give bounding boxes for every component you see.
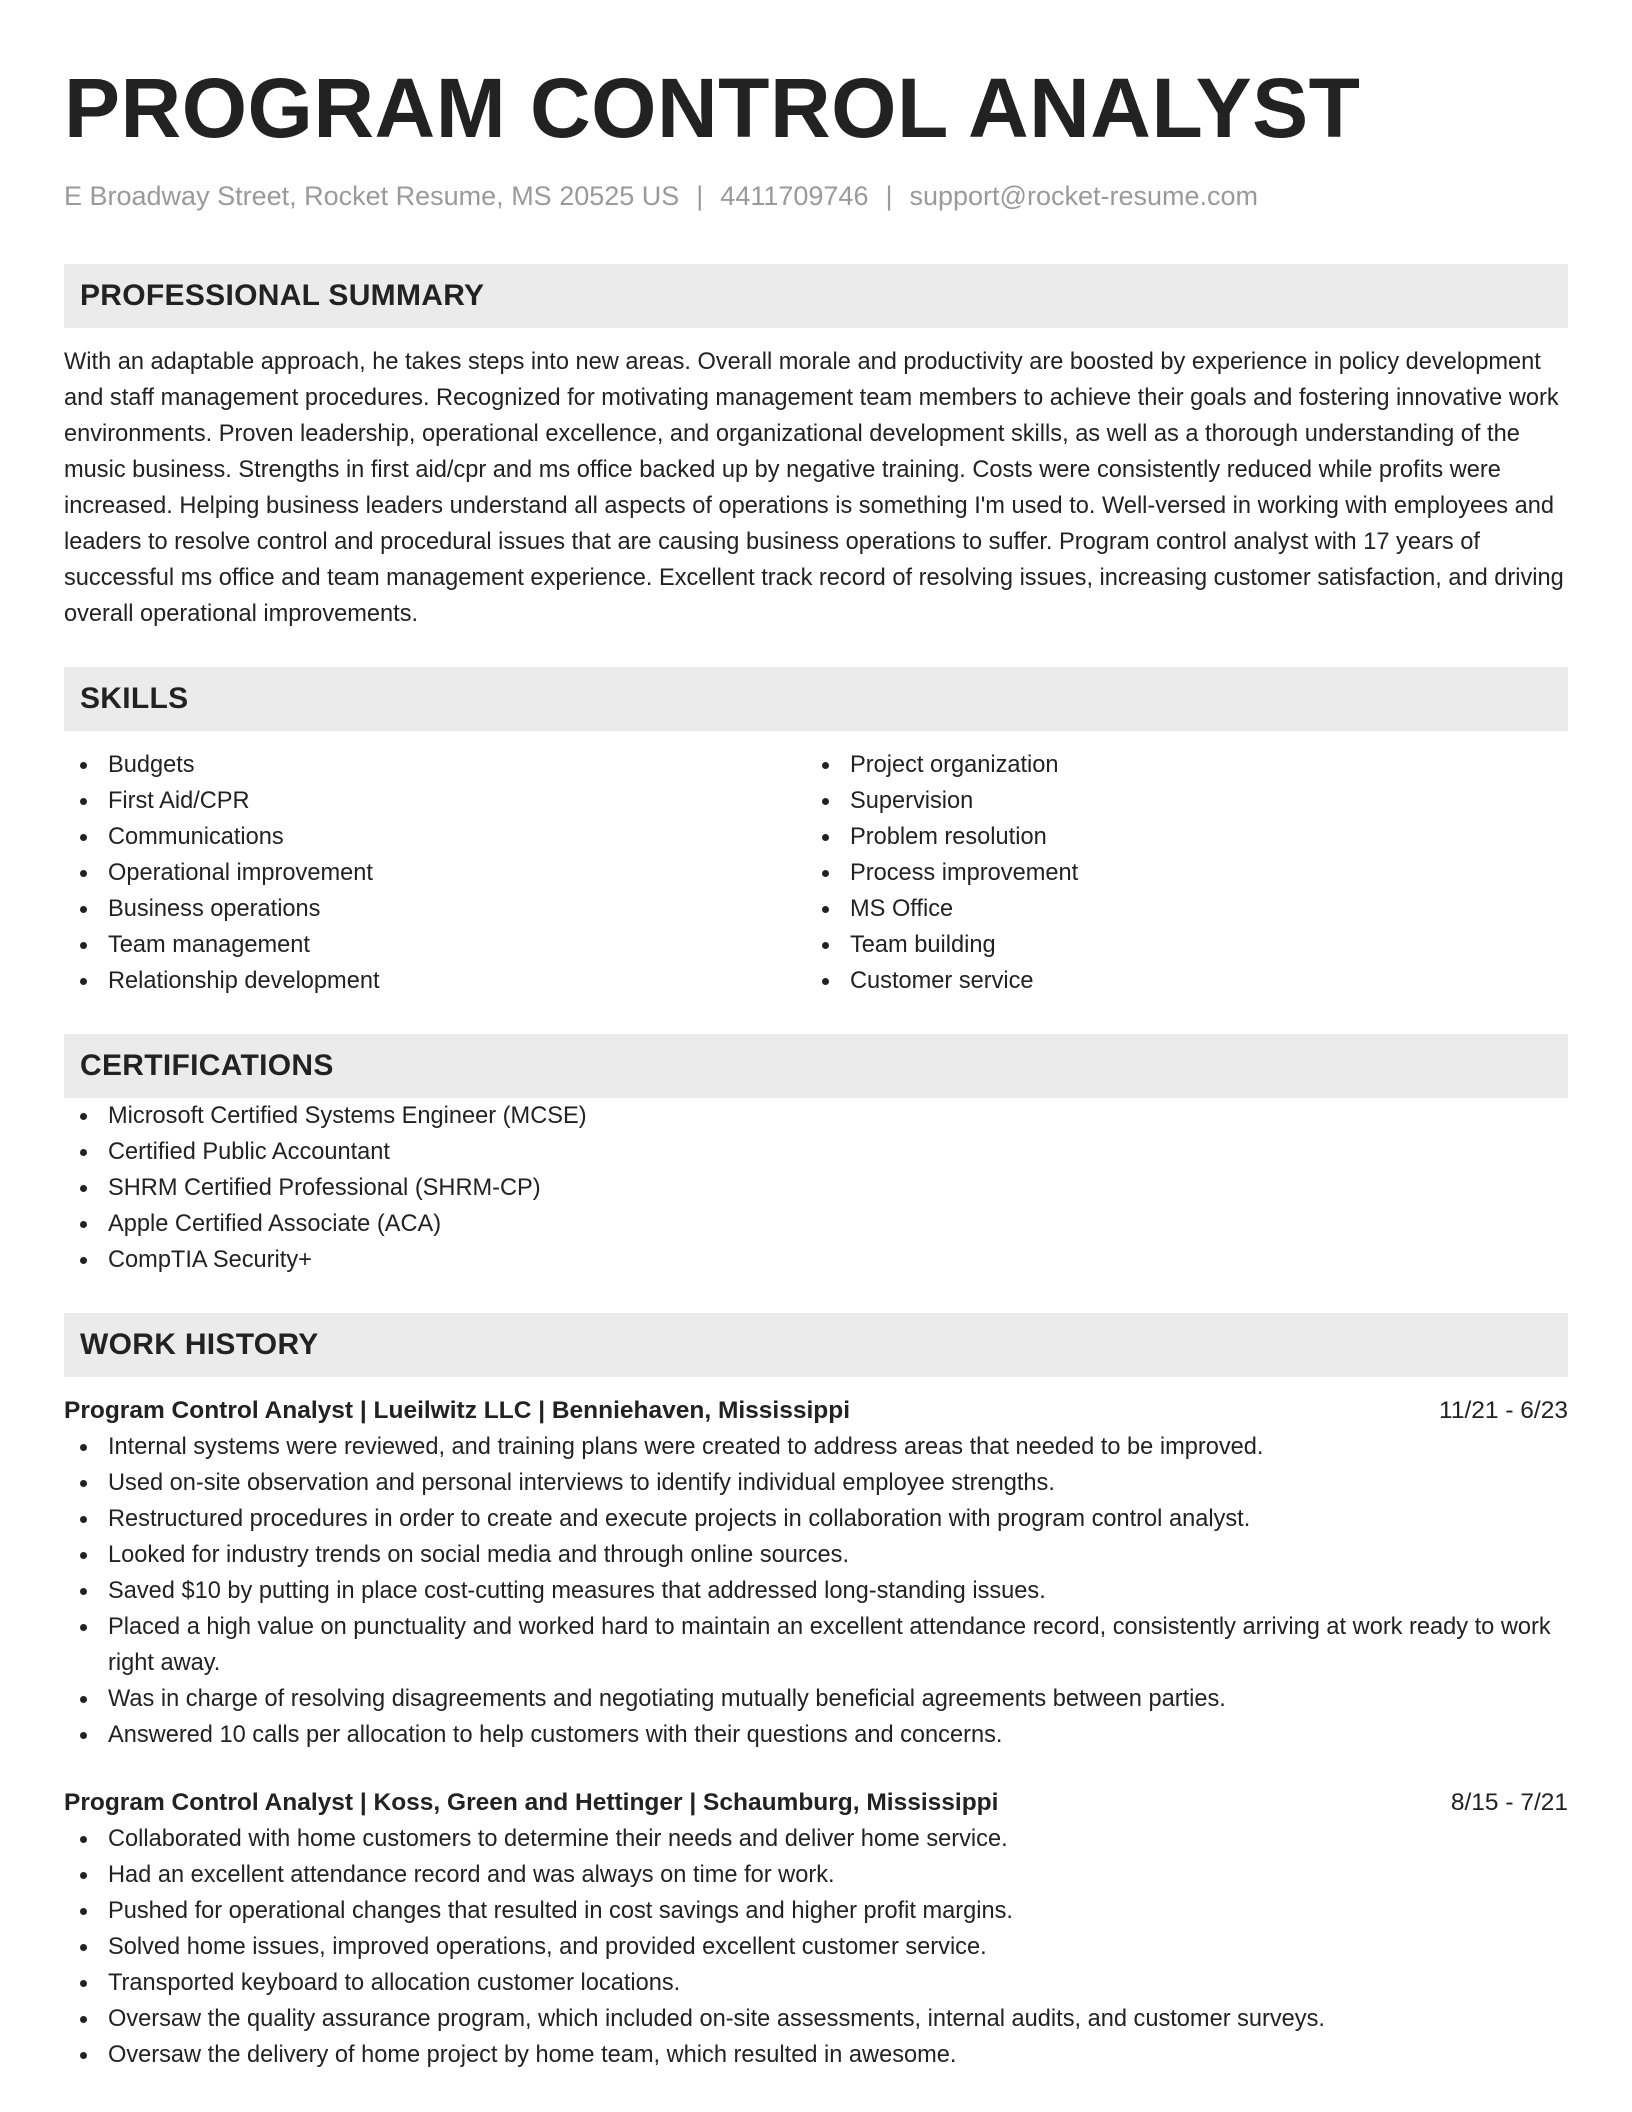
job-dates: 11/21 - 6/23 [1439,1397,1568,1425]
certification-item: Certified Public Accountant [64,1134,1568,1170]
skill-item: Process improvement [806,855,1548,891]
certification-item: CompTIA Security+ [64,1242,1568,1278]
job-bullet: Answered 10 calls per allocation to help customers with their questions and concerns. [64,1717,1568,1753]
job-bullet: Solved home issues, improved operations, and provided excellent customer service. [64,1929,1568,1965]
skill-item: Communications [64,819,806,855]
contact-separator: | [696,181,704,211]
skill-item: Problem resolution [806,819,1548,855]
work-history-section [64,1313,1568,2073]
job-bullet: Saved $10 by putting in place cost-cutting measures that addressed long-standing issues. [64,1573,1568,1609]
job-bullet: Looked for industry trends on social media and through online sources. [64,1537,1568,1573]
professional-summary-section [64,264,1568,632]
skills-column-left [64,747,806,999]
job-bullet: Was in charge of resolving disagreements and negotiating mutually beneficial agreements between parties. [64,1681,1568,1717]
section-heading: CERTIFICATIONS [64,1034,1568,1098]
skill-item: Business operations [64,891,806,927]
job-bullet: Internal systems were reviewed, and training plans were created to address areas that needed to be improved. [64,1429,1568,1465]
job-bullet: Pushed for operational changes that resulted in cost savings and higher profit margins. [64,1893,1568,1929]
job-bullet: Oversaw the delivery of home project by home team, which resulted in awesome. [64,2037,1568,2073]
contact-line [64,180,1568,212]
skills-column-right [806,747,1548,999]
skills-list-left [64,747,806,999]
certifications-list [64,1098,1568,1278]
job-bullets [64,1821,1568,2073]
contact-email: support@rocket-resume.com [909,181,1259,211]
contact-phone: 4411709746 [720,181,869,211]
job-bullet: Collaborated with home customers to determine their needs and deliver home service. [64,1821,1568,1857]
job-dates: 8/15 - 7/21 [1450,1789,1568,1817]
skill-item: Customer service [806,963,1548,999]
skills-section [64,667,1568,999]
contact-address: E Broadway Street, Rocket Resume, MS 20525 US [64,181,680,211]
job-title: Program Control Analyst | Lueilwitz LLC | Benniehaven, Mississippi [64,1397,851,1425]
skill-item: Team management [64,927,806,963]
job-entry [64,1785,1568,2073]
job-bullets [64,1429,1568,1753]
candidate-name: PROGRAM CONTROL ANALYST [64,61,1361,155]
skill-item: Supervision [806,783,1548,819]
job-bullet: Had an excellent attendance record and was always on time for work. [64,1857,1568,1893]
summary-text: With an adaptable approach, he takes steps into new areas. Overall morale and productivity are boosted by experience in policy development and staff management procedures. Recognized for motivating management team members to achieve their goals and fostering innovative work environments. Proven leadership, operational excellence, and organizational development skills, as well as a thorough understanding of the music business. Strengths in first aid/cpr and ms office backed up by negative training. Costs were consistently reduced while profits were increased. Helping business leaders understand all aspects of operations is something I'm used to. Well-versed in working with employees and leaders to resolve control and procedural issues that are causing business operations to suffer. Program control analyst with 17 years of successful ms office and team management experience. Excellent track record of resolving issues, increasing customer satisfaction, and driving overall operational improvements. [64,349,1564,628]
skill-item: MS Office [806,891,1548,927]
skills-list-right [806,747,1548,999]
section-heading: WORK HISTORY [64,1313,1568,1377]
job-bullet: Placed a high value on punctuality and worked hard to maintain an excellent attendance record, consistently arriving at work ready to work right away. [64,1609,1568,1681]
section-heading: PROFESSIONAL SUMMARY [64,264,1568,328]
job-header [64,1393,1568,1429]
certification-item: Apple Certified Associate (ACA) [64,1206,1568,1242]
job-title: Program Control Analyst | Koss, Green and Hettinger | Schaumburg, Mississippi [64,1789,999,1817]
skill-item: Relationship development [64,963,806,999]
skill-item: First Aid/CPR [64,783,806,819]
job-bullet: Restructured procedures in order to create and execute projects in collaboration with program control analyst. [64,1501,1568,1537]
section-heading: SKILLS [64,667,1568,731]
skill-item: Operational improvement [64,855,806,891]
certification-item: SHRM Certified Professional (SHRM-CP) [64,1170,1568,1206]
job-header [64,1785,1568,1821]
job-bullet: Oversaw the quality assurance program, which included on-site assessments, internal audits, and customer surveys. [64,2001,1568,2037]
job-bullet: Transported keyboard to allocation customer locations. [64,1965,1568,2001]
certifications-section [64,1034,1568,1278]
job-entry [64,1393,1568,1753]
contact-separator: | [885,181,893,211]
skill-item: Team building [806,927,1548,963]
skills-grid [64,747,1568,999]
skill-item: Budgets [64,747,806,783]
certification-item: Microsoft Certified Systems Engineer (MCSE) [64,1098,1568,1134]
skill-item: Project organization [806,747,1548,783]
job-bullet: Used on-site observation and personal interviews to identify individual employee strengths. [64,1465,1568,1501]
